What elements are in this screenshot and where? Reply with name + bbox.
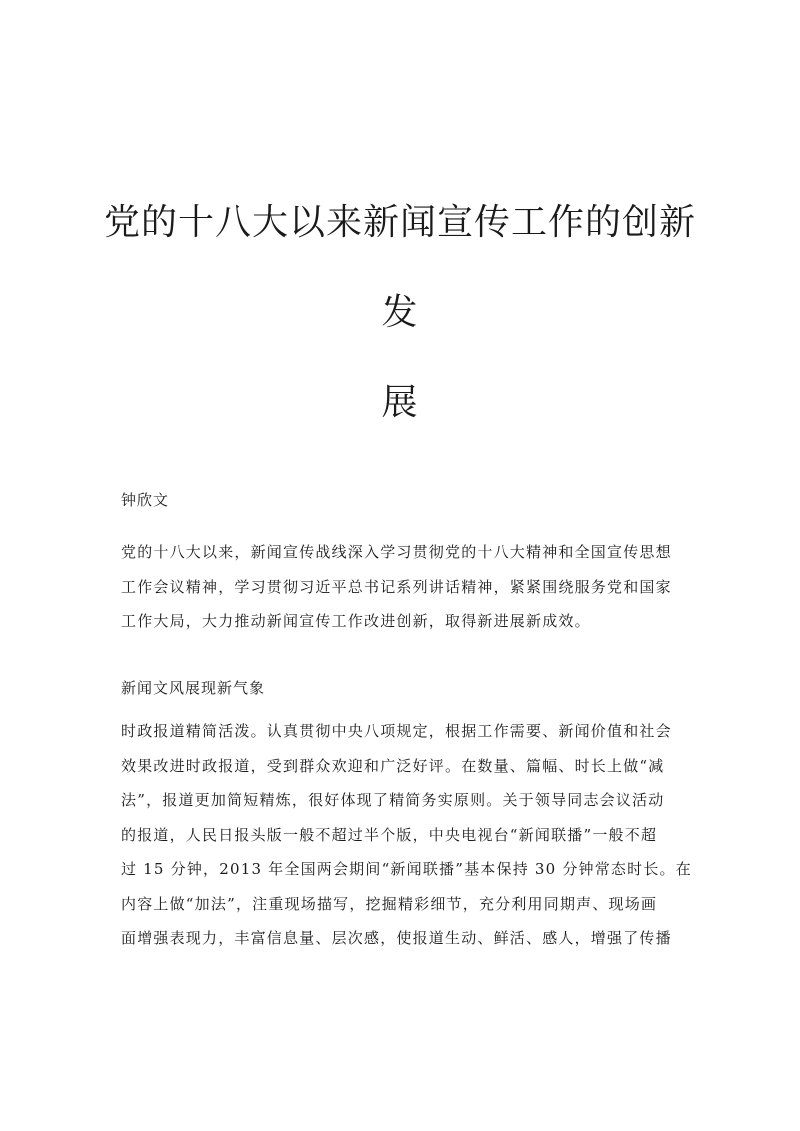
paragraph-line: 工作大局，大力推动新闻宣传工作改进创新，取得新进展新成效。 [121,612,591,630]
author-name: 钟欣文 [121,491,170,509]
paragraph-line: 内容上做“加法”，注重现场描写，挖掘精彩细节，充分利用同期声、现场画 [121,894,658,913]
paragraph-line: 时政报道精简活泼。认真贯彻中央八项规定，根据工作需要、新闻价值和社会 [121,722,672,740]
paragraph-line: 过 15 分钟，2013 年全国两会期间“新闻联播”基本保持 30 分钟常态时长。在 [121,860,692,878]
paragraph-line: 法”，报道更加简短精炼，很好体现了精简务实原则。关于领导同志会议活动 [121,791,665,809]
section-heading: 新闻文风展现新气象 [121,679,266,697]
title-line-2: 展 [381,382,419,423]
paragraph-line: 党的十八大以来，新闻宣传战线深入学习贯彻党的十八大精神和全国宣传思想 [121,543,672,561]
paragraph-line: 的报道，人民日报头版一般不超过半个版，中央电视台“新闻联播”一般不超 [121,825,658,844]
paragraph-line: 工作会议精神，学习贯彻习近平总书记系列讲话精神，紧紧围绕服务党和国家 [121,577,672,596]
document-title [100,178,700,448]
paragraph-line: 面增强表现力，丰富信息量、层次感，使报道生动、鲜活、感人，增强了传播 [121,929,672,947]
paragraph-line: 效果改进时政报道，受到群众欢迎和广泛好评。在数量、篇幅、时长上做“减 [121,756,665,775]
title-line-1: 党的十八大以来新闻宣传工作的创新发 [103,202,696,333]
intro-paragraph [121,535,681,639]
body-paragraph [121,714,692,956]
